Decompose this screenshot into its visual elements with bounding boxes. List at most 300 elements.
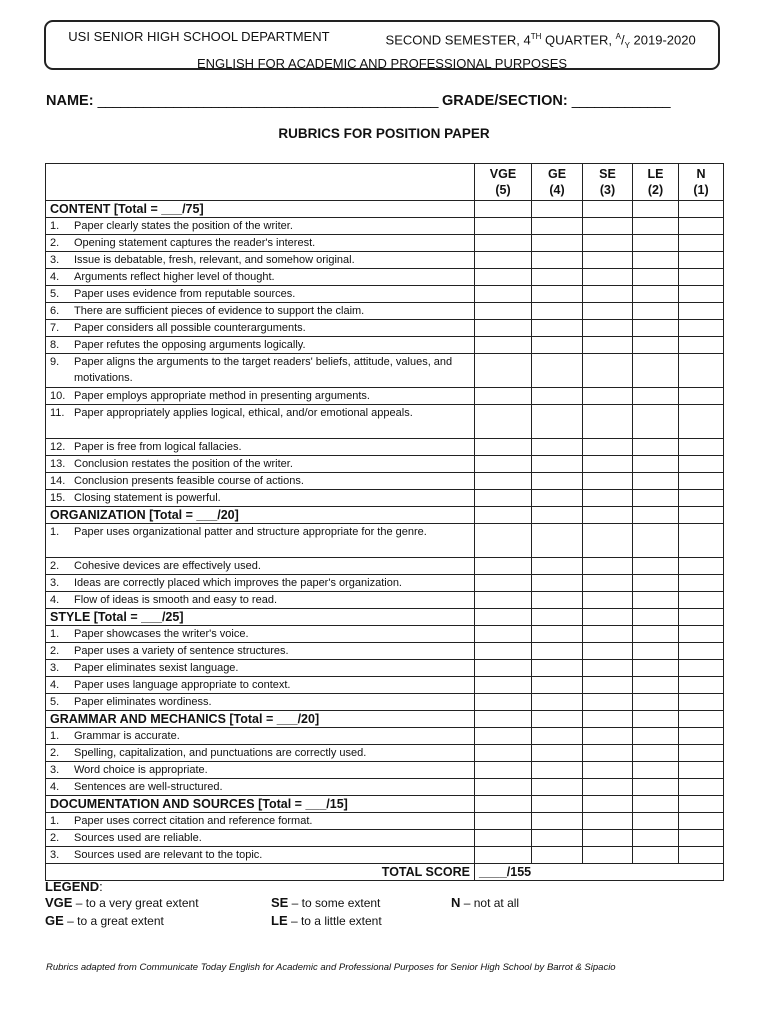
score-cell-vge[interactable]	[475, 762, 532, 779]
score-cell	[583, 711, 633, 728]
criterion-cell	[46, 218, 475, 235]
score-cell-se[interactable]	[583, 813, 633, 830]
criterion-row	[46, 626, 724, 643]
criterion-number: 4.	[50, 271, 60, 283]
score-cell-le[interactable]	[633, 592, 679, 609]
score-cell-le[interactable]	[633, 354, 679, 388]
score-cell-vge[interactable]	[475, 456, 532, 473]
score-cell-le[interactable]	[633, 660, 679, 677]
score-cell	[679, 201, 724, 218]
criterion-cell	[46, 473, 475, 490]
score-cell-le[interactable]	[633, 286, 679, 303]
score-cell-n[interactable]	[679, 745, 724, 762]
score-cell-n[interactable]	[679, 405, 724, 439]
criterion-text: Conclusion presents feasible course of actions.	[74, 475, 304, 487]
criterion-cell	[46, 524, 475, 558]
criterion-number: 4.	[50, 594, 60, 606]
score-cell-se[interactable]	[583, 303, 633, 320]
criterion-row	[46, 779, 724, 796]
score-cell-le[interactable]	[633, 762, 679, 779]
score-cell-se[interactable]	[583, 235, 633, 252]
score-cell-ge[interactable]	[532, 473, 583, 490]
criterion-row	[46, 269, 724, 286]
criterion-cell	[46, 235, 475, 252]
column-header-le: LE (2)	[633, 164, 679, 201]
score-cell-le[interactable]	[633, 745, 679, 762]
score-cell-ge[interactable]	[532, 762, 583, 779]
score-cell-se[interactable]	[583, 660, 633, 677]
score-cell-ge[interactable]	[532, 745, 583, 762]
criterion-row	[46, 830, 724, 847]
score-cell	[532, 201, 583, 218]
criterion-text: Paper refutes the opposing arguments logically.	[74, 339, 306, 351]
score-cell-n[interactable]	[679, 235, 724, 252]
score-cell-ge[interactable]	[532, 252, 583, 269]
score-cell	[583, 796, 633, 813]
score-cell-se[interactable]	[583, 269, 633, 286]
score-cell	[633, 796, 679, 813]
criterion-cell	[46, 779, 475, 796]
score-cell-ge[interactable]	[532, 660, 583, 677]
criterion-cell	[46, 303, 475, 320]
score-cell-vge[interactable]	[475, 694, 532, 711]
criterion-row	[46, 490, 724, 507]
score-cell-vge[interactable]	[475, 405, 532, 439]
legend	[45, 879, 725, 930]
criterion-cell	[46, 660, 475, 677]
score-cell-se[interactable]	[583, 405, 633, 439]
legend-item-se: SE – to some extent	[271, 895, 381, 910]
department-name: USI SENIOR HIGH SCHOOL DEPARTMENT	[68, 29, 330, 44]
score-cell-se[interactable]	[583, 575, 633, 592]
score-cell-se[interactable]	[583, 779, 633, 796]
score-cell	[475, 507, 532, 524]
score-cell-ge[interactable]	[532, 694, 583, 711]
criterion-row	[46, 473, 724, 490]
score-cell-vge[interactable]	[475, 779, 532, 796]
criterion-cell	[46, 592, 475, 609]
score-cell-le[interactable]	[633, 320, 679, 337]
criterion-number: 2.	[50, 832, 60, 844]
score-cell-vge[interactable]	[475, 218, 532, 235]
criterion-number: 14.	[50, 475, 66, 487]
column-header-n: N (1)	[679, 164, 724, 201]
score-cell-vge[interactable]	[475, 813, 532, 830]
section-heading: STYLE [Total = ___/25]	[46, 609, 475, 626]
score-cell-le[interactable]	[633, 456, 679, 473]
criterion-cell	[46, 269, 475, 286]
score-cell-n[interactable]	[679, 779, 724, 796]
score-cell-vge[interactable]	[475, 592, 532, 609]
criterion-cell	[46, 354, 475, 388]
score-cell-ge[interactable]	[532, 269, 583, 286]
score-cell	[633, 507, 679, 524]
criterion-row	[46, 762, 724, 779]
score-cell-le[interactable]	[633, 779, 679, 796]
criterion-row	[46, 592, 724, 609]
criterion-text: There are sufficient pieces of evidence to support the claim.	[74, 305, 365, 317]
score-cell-ge[interactable]	[532, 286, 583, 303]
score-cell-n[interactable]	[679, 354, 724, 388]
score-cell-ge[interactable]	[532, 354, 583, 388]
score-cell-vge[interactable]	[475, 269, 532, 286]
criterion-row	[46, 303, 724, 320]
score-cell	[583, 507, 633, 524]
column-header-vge: VGE (5)	[475, 164, 532, 201]
score-cell-vge[interactable]	[475, 524, 532, 558]
score-cell-le[interactable]	[633, 847, 679, 864]
score-cell-n[interactable]	[679, 694, 724, 711]
criterion-text: Paper showcases the writer's voice.	[74, 628, 249, 640]
score-cell-n[interactable]	[679, 660, 724, 677]
score-cell-n[interactable]	[679, 813, 724, 830]
score-cell-vge[interactable]	[475, 286, 532, 303]
score-cell-le[interactable]	[633, 694, 679, 711]
grade-section-label: GRADE/SECTION:	[441, 93, 568, 109]
score-cell-ge[interactable]	[532, 456, 583, 473]
criterion-cell	[46, 252, 475, 269]
criterion-row	[46, 643, 724, 660]
score-cell-n[interactable]	[679, 456, 724, 473]
score-cell-se[interactable]	[583, 439, 633, 456]
criterion-row	[46, 388, 724, 405]
criterion-number: 3.	[50, 764, 60, 776]
criterion-number: 4.	[50, 679, 60, 691]
criterion-text: Paper aligns the arguments to the target readers' beliefs, attitude, values, and motivations.	[74, 356, 453, 384]
score-cell-ge[interactable]	[532, 677, 583, 694]
score-cell-se[interactable]	[583, 558, 633, 575]
score-cell-ge[interactable]	[532, 728, 583, 745]
criterion-number: 15.	[50, 492, 66, 504]
score-cell-vge[interactable]	[475, 252, 532, 269]
score-cell-le[interactable]	[633, 830, 679, 847]
score-cell-le[interactable]	[633, 269, 679, 286]
criterion-row	[46, 660, 724, 677]
score-cell-ge[interactable]	[532, 439, 583, 456]
score-cell-le[interactable]	[633, 235, 679, 252]
criterion-row	[46, 320, 724, 337]
score-cell-vge[interactable]	[475, 745, 532, 762]
section-heading-row	[46, 201, 724, 218]
criterion-cell	[46, 694, 475, 711]
score-cell-le[interactable]	[633, 405, 679, 439]
criterion-row	[46, 745, 724, 762]
score-cell-se[interactable]	[583, 388, 633, 405]
criterion-text: Paper uses correct citation and reference format.	[74, 815, 313, 827]
criterion-cell	[46, 762, 475, 779]
score-cell-se[interactable]	[583, 677, 633, 694]
score-cell-ge[interactable]	[532, 524, 583, 558]
criterion-cell	[46, 337, 475, 354]
score-cell-ge[interactable]	[532, 405, 583, 439]
criterion-cell	[46, 490, 475, 507]
score-cell-vge[interactable]	[475, 728, 532, 745]
score-cell-ge[interactable]	[532, 558, 583, 575]
criterion-number: 1.	[50, 526, 60, 538]
criterion-text: Paper uses evidence from reputable sources.	[74, 288, 296, 300]
score-cell-n[interactable]	[679, 677, 724, 694]
score-cell-ge[interactable]	[532, 337, 583, 354]
score-cell-se[interactable]	[583, 354, 633, 388]
score-cell-ge[interactable]	[532, 303, 583, 320]
score-cell	[679, 609, 724, 626]
score-cell-n[interactable]	[679, 252, 724, 269]
section-heading: CONTENT [Total = ___/75]	[46, 201, 475, 218]
score-cell-le[interactable]	[633, 575, 679, 592]
score-cell-se[interactable]	[583, 286, 633, 303]
score-cell-n[interactable]	[679, 830, 724, 847]
score-cell-se[interactable]	[583, 524, 633, 558]
criterion-cell	[46, 677, 475, 694]
criterion-number: 2.	[50, 645, 60, 657]
criterion-row	[46, 847, 724, 864]
criterion-row	[46, 218, 724, 235]
criterion-number: 2.	[50, 560, 60, 572]
score-cell-n[interactable]	[679, 575, 724, 592]
score-cell-vge[interactable]	[475, 626, 532, 643]
table-header-row	[46, 164, 724, 201]
score-cell-ge[interactable]	[532, 830, 583, 847]
legend-item-ge: GE – to a great extent	[45, 913, 164, 928]
score-cell	[532, 507, 583, 524]
score-cell-n[interactable]	[679, 490, 724, 507]
score-cell-n[interactable]	[679, 218, 724, 235]
criterion-text: Ideas are correctly placed which improves the paper's organization.	[74, 577, 402, 589]
score-cell-se[interactable]	[583, 320, 633, 337]
score-cell-n[interactable]	[679, 524, 724, 558]
score-cell-ge[interactable]	[532, 847, 583, 864]
column-header-se: SE (3)	[583, 164, 633, 201]
score-cell-se[interactable]	[583, 252, 633, 269]
criterion-cell	[46, 320, 475, 337]
header-line-1	[46, 28, 718, 55]
score-cell-se[interactable]	[583, 592, 633, 609]
score-cell-ge[interactable]	[532, 626, 583, 643]
score-cell-se[interactable]	[583, 456, 633, 473]
score-cell-se[interactable]	[583, 490, 633, 507]
score-cell-vge[interactable]	[475, 473, 532, 490]
legend-item-le: LE – to a little extent	[271, 913, 382, 928]
course-title: ENGLISH FOR ACADEMIC AND PROFESSIONAL PURPOSES	[196, 55, 568, 71]
criteria-header	[46, 164, 475, 201]
score-cell-n[interactable]	[679, 762, 724, 779]
score-cell-se[interactable]	[583, 745, 633, 762]
score-cell	[475, 609, 532, 626]
criterion-row	[46, 439, 724, 456]
score-cell-ge[interactable]	[532, 575, 583, 592]
score-cell-le[interactable]	[633, 473, 679, 490]
criterion-cell	[46, 745, 475, 762]
name-field[interactable]: _____________________________________________	[97, 93, 438, 109]
criterion-number: 4.	[50, 781, 60, 793]
score-cell-vge[interactable]	[475, 235, 532, 252]
score-cell	[679, 796, 724, 813]
criterion-row	[46, 728, 724, 745]
score-cell-vge[interactable]	[475, 847, 532, 864]
total-score-field[interactable]: ____/155	[475, 864, 724, 881]
criterion-number: 1.	[50, 220, 60, 232]
score-cell-se[interactable]	[583, 762, 633, 779]
score-cell-se[interactable]	[583, 218, 633, 235]
score-cell-vge[interactable]	[475, 660, 532, 677]
score-cell-vge[interactable]	[475, 354, 532, 388]
score-cell	[679, 711, 724, 728]
score-cell-vge[interactable]	[475, 320, 532, 337]
semester-info: SECOND SEMESTER, 4TH QUARTER, $^A/_Y$ 2019-2020	[385, 32, 696, 50]
score-cell-ge[interactable]	[532, 235, 583, 252]
criterion-number: 3.	[50, 849, 60, 861]
score-cell-vge[interactable]	[475, 677, 532, 694]
name-label: NAME:	[46, 93, 94, 109]
column-header-ge: GE (4)	[532, 164, 583, 201]
score-cell-vge[interactable]	[475, 575, 532, 592]
score-cell-se[interactable]	[583, 626, 633, 643]
criterion-row	[46, 354, 724, 388]
criterion-number: 12.	[50, 441, 66, 453]
criterion-row	[46, 286, 724, 303]
score-cell-le[interactable]	[633, 677, 679, 694]
criterion-text: Closing statement is powerful.	[74, 492, 221, 504]
score-cell-le[interactable]	[633, 643, 679, 660]
section-heading-row	[46, 796, 724, 813]
score-cell-ge[interactable]	[532, 779, 583, 796]
criterion-number: 1.	[50, 815, 60, 827]
criterion-cell	[46, 558, 475, 575]
criterion-number: 8.	[50, 339, 60, 351]
score-cell-ge[interactable]	[532, 320, 583, 337]
score-cell-le[interactable]	[633, 439, 679, 456]
score-cell-n[interactable]	[679, 626, 724, 643]
criterion-text: Paper clearly states the position of the writer.	[74, 220, 293, 232]
score-cell-vge[interactable]	[475, 303, 532, 320]
criterion-text: Cohesive devices are effectively used.	[74, 560, 261, 572]
score-cell-n[interactable]	[679, 558, 724, 575]
score-cell	[532, 711, 583, 728]
score-cell-n[interactable]	[679, 847, 724, 864]
criterion-number: 3.	[50, 254, 60, 266]
criterion-row	[46, 235, 724, 252]
section-heading-row	[46, 507, 724, 524]
criterion-number: 2.	[50, 747, 60, 759]
score-cell-le[interactable]	[633, 303, 679, 320]
score-cell-le[interactable]	[633, 388, 679, 405]
score-cell-se[interactable]	[583, 847, 633, 864]
score-cell-le[interactable]	[633, 337, 679, 354]
score-cell-n[interactable]	[679, 320, 724, 337]
score-cell-le[interactable]	[633, 252, 679, 269]
criterion-number: 2.	[50, 237, 60, 249]
criterion-text: Grammar is accurate.	[74, 730, 180, 742]
score-cell-vge[interactable]	[475, 558, 532, 575]
criterion-text: Paper appropriately applies logical, ethical, and/or emotional appeals.	[74, 407, 413, 419]
score-cell-n[interactable]	[679, 303, 724, 320]
score-cell-vge[interactable]	[475, 830, 532, 847]
score-cell-n[interactable]	[679, 439, 724, 456]
section-heading-row	[46, 711, 724, 728]
score-cell	[532, 796, 583, 813]
score-cell-ge[interactable]	[532, 490, 583, 507]
document-header	[44, 20, 720, 70]
score-cell	[475, 711, 532, 728]
score-cell-le[interactable]	[633, 813, 679, 830]
score-cell-le[interactable]	[633, 728, 679, 745]
criterion-number: 9.	[50, 356, 60, 368]
score-cell-se[interactable]	[583, 643, 633, 660]
criterion-cell	[46, 439, 475, 456]
student-fields	[46, 93, 722, 109]
score-cell-n[interactable]	[679, 337, 724, 354]
criterion-number: 7.	[50, 322, 60, 334]
criterion-text: Sentences are well-structured.	[74, 781, 223, 793]
criterion-number: 3.	[50, 662, 60, 674]
criterion-text: Paper uses language appropriate to context.	[74, 679, 291, 691]
criterion-text: Word choice is appropriate.	[74, 764, 208, 776]
criterion-row	[46, 813, 724, 830]
score-cell-le[interactable]	[633, 626, 679, 643]
score-cell-n[interactable]	[679, 269, 724, 286]
score-cell-ge[interactable]	[532, 218, 583, 235]
score-cell-se[interactable]	[583, 473, 633, 490]
score-cell-le[interactable]	[633, 218, 679, 235]
score-cell-n[interactable]	[679, 592, 724, 609]
criterion-text: Paper eliminates sexist language.	[74, 662, 239, 674]
criterion-text: Arguments reflect higher level of thought.	[74, 271, 275, 283]
score-cell-se[interactable]	[583, 728, 633, 745]
score-cell-n[interactable]	[679, 388, 724, 405]
score-cell-vge[interactable]	[475, 490, 532, 507]
section-heading: DOCUMENTATION AND SOURCES [Total = ___/15]	[46, 796, 475, 813]
score-cell-se[interactable]	[583, 830, 633, 847]
score-cell-vge[interactable]	[475, 439, 532, 456]
score-cell-le[interactable]	[633, 490, 679, 507]
score-cell	[633, 711, 679, 728]
score-cell	[583, 201, 633, 218]
score-cell-se[interactable]	[583, 337, 633, 354]
score-cell-ge[interactable]	[532, 388, 583, 405]
score-cell-le[interactable]	[633, 524, 679, 558]
criterion-cell	[46, 286, 475, 303]
criterion-row	[46, 677, 724, 694]
score-cell-n[interactable]	[679, 473, 724, 490]
score-cell-vge[interactable]	[475, 337, 532, 354]
score-cell	[633, 201, 679, 218]
criterion-text: Sources used are relevant to the topic.	[74, 849, 263, 861]
criterion-cell	[46, 388, 475, 405]
score-cell-n[interactable]	[679, 643, 724, 660]
criterion-row	[46, 575, 724, 592]
score-cell-se[interactable]	[583, 694, 633, 711]
score-cell-ge[interactable]	[532, 813, 583, 830]
criterion-text: Paper uses a variety of sentence structures.	[74, 645, 289, 657]
score-cell-n[interactable]	[679, 728, 724, 745]
score-cell-ge[interactable]	[532, 592, 583, 609]
criterion-text: Sources used are reliable.	[74, 832, 202, 844]
grade-section-field[interactable]: _____________	[571, 93, 671, 109]
criterion-number: 1.	[50, 730, 60, 742]
score-cell-vge[interactable]	[475, 643, 532, 660]
score-cell	[679, 507, 724, 524]
total-score-label: TOTAL SCORE	[46, 864, 475, 881]
criterion-number: 6.	[50, 305, 60, 317]
score-cell-n[interactable]	[679, 286, 724, 303]
criterion-number: 13.	[50, 458, 66, 470]
score-cell-ge[interactable]	[532, 643, 583, 660]
criterion-row	[46, 524, 724, 558]
criterion-text: Conclusion restates the position of the writer.	[74, 458, 293, 470]
score-cell-vge[interactable]	[475, 388, 532, 405]
score-cell-le[interactable]	[633, 558, 679, 575]
section-heading: ORGANIZATION [Total = ___/20]	[46, 507, 475, 524]
